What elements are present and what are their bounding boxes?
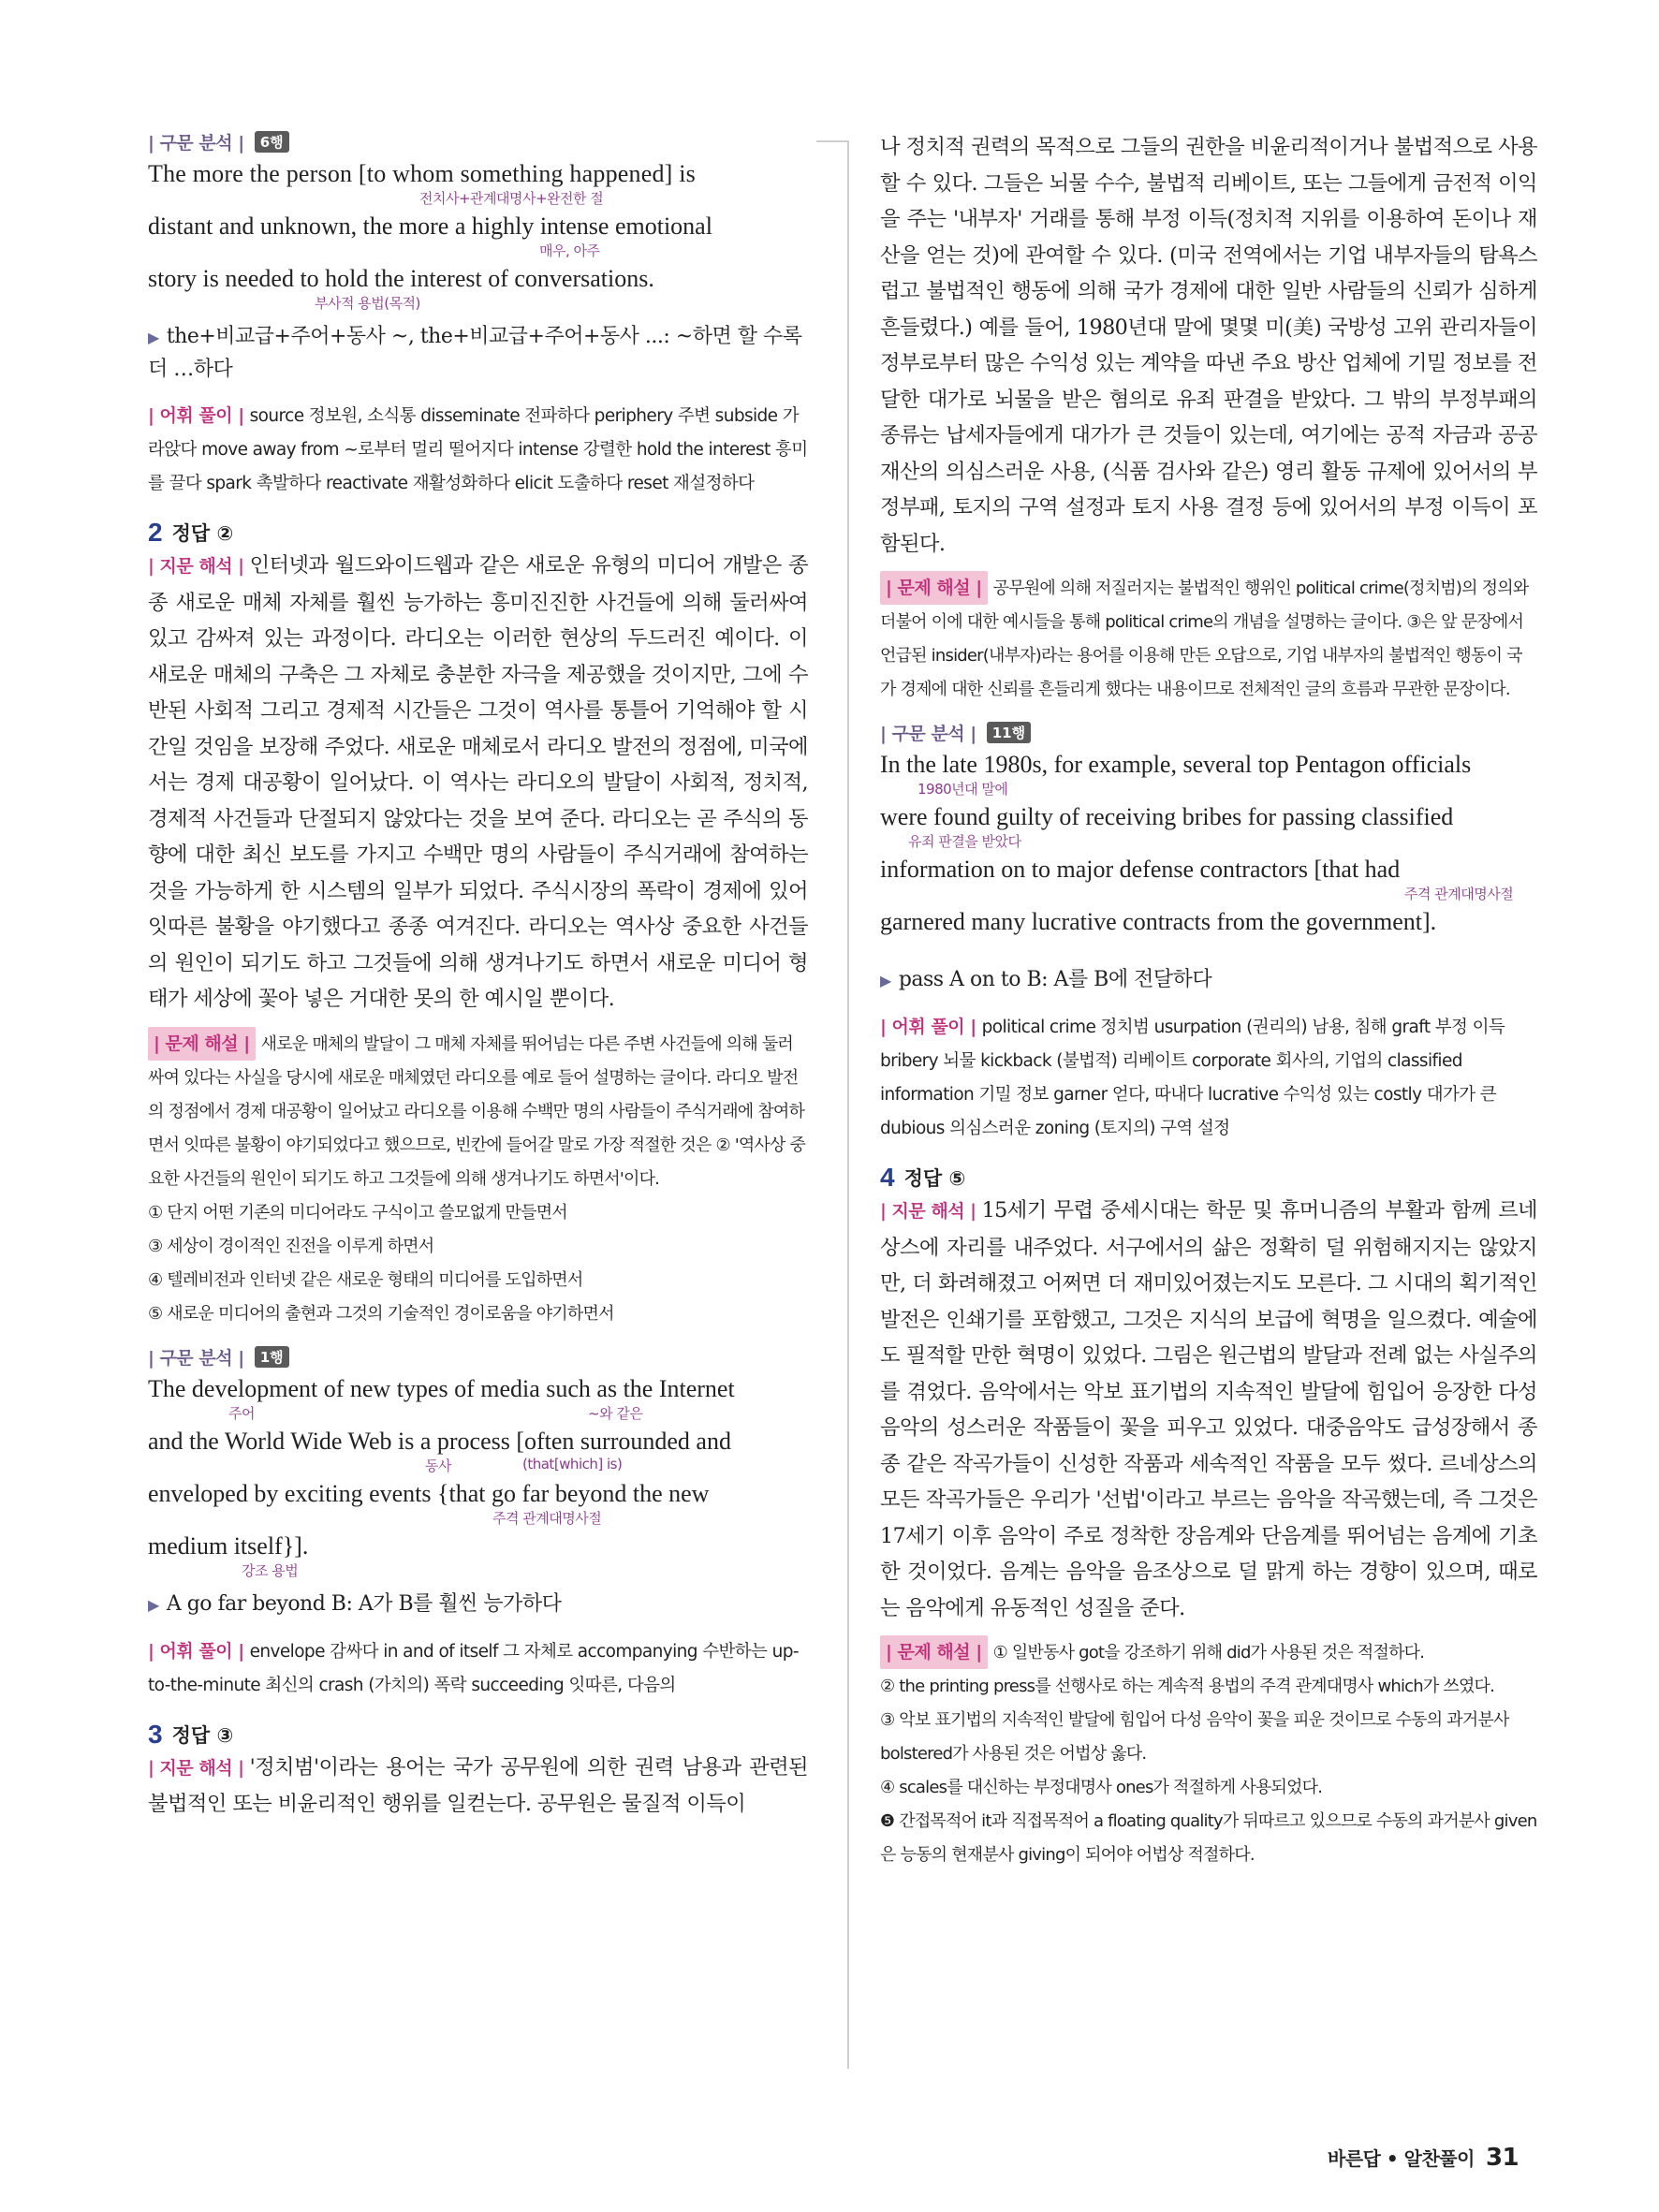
answer-heading [148, 1720, 808, 1750]
column-divider [847, 140, 849, 2069]
section-label: | 구문 분석 | [148, 1347, 244, 1369]
passage-translation-continued: 나 정치적 권력의 목적으로 그들의 권한을 비윤리적이거나 불법적으로 사용할 수 있다. 그들은 뇌물 수수, 불법적 리베이트, 또는 그들에게 금전적 이익을 주는 '내부자' 거래를 통해 부정 이득(정치적 지위를 이용하여 돈이나 재산을 얻는 것)에 관여할 수 있다. (미국 전역에서는 기업 내부자들의 탐욕스럽고 불법적인 행동에 의해 국가 경제에 대한 일반 사람들의 신뢰가 심하게 흔들렸다.) 예를 들어, 1980년대 말에 몇몇 미(美) 국방성 고위 관리자들이 정부로부터 많은 수익성 있는 계약을 따낸 주요 방산 업체에 기밀 정보를 전달한 대가로 뇌물을 받은 혐의로 유죄 판결을 받았다. 그 밖의 부정부패의 종류는 납세자들에게 대가가 큰 것들이 있는데, 여기에는 공적 자금과 공공재산의 의심스러운 사용, (식품 검사와 같은) 영리 활동 규제에 있어서의 부정부패, 토지의 구역 설정과 토지 사용 결정 등에 있어서의 부정 이득이 포함된다. [880, 135, 1537, 556]
vocab-text: envelope 감싸다 in and of itself 그 자체로 accompanying 수반하는 up-to-the-minute 최신의 crash (가치의) 폭락 succeeding 잇따른, 다음의 [148, 1641, 799, 1695]
english-line [880, 751, 1537, 803]
grammar-rule: ▶ A go far beyond B: A가 B를 훨씬 능가하다 [148, 1591, 562, 1616]
triangle-bullet-icon: ▶ [148, 1595, 159, 1614]
vocab-text: source 정보원, 소식통 disseminate 전파하다 periphery 주변 subside 가라앉다 move away from ~로부터 멀리 떨어지다 intense 강렬한 hold the interest 흥미를 끌다 spark 촉발하다 reactivate 재활성화하다 elicit 도출하다 reset 재설정하다 [148, 406, 808, 493]
english-sentence: distant and unknown, the more a highly intense emotional [148, 212, 712, 240]
english-sentence: story is needed to hold the interest of conversations. [148, 265, 654, 292]
english-sentence: garnered many lucrative contracts from the government]. [880, 908, 1437, 935]
question-number: 3 [148, 1719, 163, 1749]
english-line [148, 1480, 808, 1532]
answer-text: 정답 ② [171, 522, 234, 545]
option-line: ① 단지 어떤 기존의 미디어라도 구식이고 쓸모없게 만들면서 [148, 1202, 567, 1223]
passage-translation: | 지문 해석 | 인터넷과 월드와이드웹과 같은 새로운 유형의 미디어 개발은 종종 새로운 매체 자체를 훨씬 능가하는 흥미진진한 사건들에 의해 둘러싸여 있고 감싸져 있는 과정이다. 라디오는 이러한 현상의 두드러진 예이다. 이 새로운 매체의 구축은 그 자체로 충분한 자극을 제공했을 것이지만, 그에 수반된 사회적 그리고 경제적 시간들은 그것이 역사를 통틀어 기억해야 할 시간일 것임을 보장해 주었다. 새로운 매체로서 라디오 발전의 정점에, 미국에서는 경제 대공황이 일어났다. 이 역사는 라디오의 발달이 사회적, 정치적, 경제적 사건들과 단절되지 않았다는 것을 보여 준다. 라디오는 곧 주식의 동향에 대한 최신 보도를 가지고 수백만 명의 사람들이 주식거래에 참여하는 것을 가능하게 한 시스템의 일부가 되었다. 주식시장의 폭락이 경제에 있어 잇따른 불황을 야기했다고 종종 여겨진다. 라디오는 역사상 중요한 사건들의 원인이 되기도 하고 그것들에 의해 생겨나기도 하면서 새로운 미디어 형태가 세상에 꽃아 넣은 거대한 못의 한 예시일 뿐이다. [148, 548, 808, 1018]
section-label: | 어휘 풀이 | [148, 405, 244, 426]
english-sentence: were found guilty of receiving bribes for passing classified [880, 803, 1454, 830]
grammar-annotation: (that[which] is) [522, 1455, 623, 1472]
question-3 [148, 1720, 808, 1823]
section-label: | 구문 분석 | [880, 724, 976, 744]
option-line: ⑤ 새로운 미디어의 출현과 그것의 기술적인 경이로움을 야기하면서 [148, 1303, 614, 1324]
grammar-annotation: 강조 용법 [242, 1561, 299, 1579]
answer-text: 정답 ⑤ [903, 1167, 966, 1190]
right-column [880, 129, 1537, 1872]
question-2 [148, 518, 808, 1331]
explanation-line: ③ 악보 표기법의 지속적인 발달에 힘입어 다성 음악이 꽃을 피운 것이므로 수동의 과거분사 bolstered가 사용된 것은 어법상 옳다. [880, 1710, 1509, 1764]
explanation: | 문제 해설 | ① 일반동사 got을 강조하기 위해 did가 사용된 것은 적절하다. [880, 1635, 1537, 1670]
vocab-text: political crime 정치범 usurpation (권리의) 남용, 침해 graft 부정 이득 bribery 뇌물 kickback (불법적) 리베이트 corporate 회사의, 기업의 classified information 기밀 정보 garner 얻다, 따내다 lucrative 수익성 있는 costly 대가가 큰 dubious 의심스러운 zoning (토지의) 구역 설정 [880, 1018, 1505, 1138]
section-label: | 문제 해설 | [880, 571, 988, 605]
explanation: | 문제 해설 | 새로운 매체의 발달이 그 매체 자체를 뛰어넘는 다른 주변 사건들에 의해 둘러싸여 있다는 사실을 당시에 새로운 매체였던 라디오를 예로 들어 설명하는 글이다. 라디오 발전의 정점에서 경제 대공황이 일어났고 라디오를 이용해 수백만 명의 사람들이 주식거래에 참여하면서 잇따른 불황이 야기되었다고 했으므로, 빈칸에 들어갈 말로 가장 적절한 것은 ② '역사상 중요한 사건들의 원인이 되기도 하고 그것들에 의해 생겨나기도 하면서'이다. [148, 1027, 808, 1196]
grammar-annotation: 주격 관계대명사절 [492, 1509, 602, 1527]
question-number: 4 [880, 1163, 895, 1192]
section-label: | 구문 분석 | [148, 133, 244, 154]
syntax-section-3 [880, 720, 1537, 997]
grammar-annotation: 주격 관계대명사절 [1404, 886, 1514, 902]
option-line: ④ 텔레비전과 인터넷 같은 새로운 형태의 미디어를 도입하면서 [148, 1269, 583, 1290]
english-sentence: and the World Wide Web is a process [often surrounded and [148, 1427, 731, 1455]
answer-heading [148, 518, 808, 548]
vocab-section-1 [148, 399, 808, 501]
question-number: 2 [148, 518, 163, 547]
section-label: | 어휘 풀이 | [148, 1640, 244, 1662]
grammar-annotation: ~와 같은 [588, 1404, 643, 1422]
option-line: ③ 세상이 경이적인 진전을 이루게 하면서 [148, 1236, 434, 1256]
english-sentence: information on to major defense contractors [that had [880, 856, 1401, 883]
english-sentence: The development of new types of media such as the Internet [148, 1374, 735, 1402]
grammar-annotation: 1980년대 말에 [918, 781, 1008, 798]
english-line [148, 1428, 808, 1480]
explanation-line: ④ scales를 대신하는 부정대명사 ones가 적절하게 사용되었다. [880, 1778, 1323, 1797]
explanation-line: ② the printing press를 선행사로 하는 계속적 용법의 주격 관계대명사 which가 쓰였다. [880, 1677, 1495, 1696]
grammar-annotation: 동사 [425, 1457, 451, 1474]
english-line [148, 1375, 808, 1428]
passage-translation: | 지문 해석 | '정치범'이라는 용어는 국가 공무원에 의한 권력 남용과 관련된 불법적인 또는 비윤리적인 행위를 일컫는다. 공무원은 물질적 이득이 [148, 1750, 808, 1823]
question-4 [880, 1163, 1537, 1872]
english-sentence: enveloped by exciting events {that go far beyond the new [148, 1479, 710, 1507]
answer-text: 정답 ③ [171, 1723, 234, 1747]
english-line [148, 212, 808, 265]
section-label: | 지문 해석 | [148, 556, 244, 577]
grammar-rule: ▶ pass A on to B: A를 B에 전달하다 [880, 968, 1212, 991]
grammar-annotation: 주어 [228, 1404, 255, 1422]
english-sentence: medium itself}]. [148, 1531, 309, 1560]
syntax-section-1 [148, 129, 808, 386]
explanation-line: ❺ 간접목적어 it과 직접목적어 a floating quality가 뒤따르고 있으므로 수동의 과거분사 given은 능동의 현재분사 giving이 되어야 어법상 적절하다. [880, 1811, 1537, 1865]
english-sentence: The more the person [to whom something happened] is [148, 160, 696, 187]
grammar-annotation: 유죄 판결을 받았다 [908, 833, 1021, 850]
syntax-section-2 [148, 1344, 808, 1621]
english-line [880, 856, 1537, 908]
vocab-section-2 [148, 1634, 808, 1703]
english-line [148, 265, 808, 317]
grammar-rule: ▶ the+비교급+주어+동사 ~, the+비교급+주어+동사 ...: ~하면 할 수록 더 …하다 [148, 325, 802, 381]
footer-title: 바른답 • 알찬풀이 [1328, 2147, 1475, 2170]
english-line [148, 160, 808, 212]
line-tag: 11행 [987, 722, 1031, 743]
grammar-annotation: 부사적 용법(목적) [315, 295, 420, 312]
section-label: | 문제 해설 | [148, 1027, 256, 1061]
left-column [148, 129, 808, 1823]
page-number: 31 [1485, 2144, 1520, 2172]
section-label: | 지문 해석 | [148, 1757, 244, 1779]
english-line [880, 908, 1537, 960]
section-label: | 문제 해설 | [880, 1635, 988, 1669]
explanation: | 문제 해설 | 공무원에 의해 저질러지는 불법적인 행위인 political crime(정치범)의 정의와 더불어 이에 대한 예시들을 통해 political crime의 개념을 설명하는 글이다. ③은 앞 문장에서 언급된 insider(내부자)라는 용어를 이용해 만든 오답으로, 기업 내부자의 불법적인 행동이 국가 경제에 대한 신뢰를 흔들리게 했다는 내용이므로 전체적인 글의 흐름과 무관한 문장이다. [880, 571, 1537, 707]
triangle-bullet-icon: ▶ [148, 329, 159, 346]
grammar-annotation: 전치사+관계대명사+완전한 절 [419, 190, 604, 207]
vocab-section-3 [880, 1010, 1537, 1146]
passage-translation: | 지문 해석 | 15세기 무렵 중세시대는 학문 및 휴머니즘의 부활과 함께 르네상스에 자리를 내주었다. 서구에서의 삶은 정확히 덜 위험해지지는 않았지만, 더 화려해졌고 어쩌면 더 재미있어졌는지도 모른다. 그 시대의 획기적인 발전은 인쇄기를 포함했고, 그것은 지식의 보급에 혁명을 일으켰다. 예술에도 필적할 만한 혁명이 있었다. 그림은 원근법의 발달과 전례 없는 사실주의를 겪었다. 음악에서는 악보 표기법의 지속적인 발달에 힘입어 응장한 다성 음악의 성스러운 작품들이 꽃을 피우고 있었다. 대중음악도 급성장해서 종종 같은 작곡가들이 신성한 작품과 세속적인 작품을 모두 썼다. 르네상스의 모든 작곡가들은 우리가 '선법'이라고 부르는 음악을 작곡했는데, 즉 그것은 17세기 이후 음악이 주로 정착한 장음계와 단음계를 뛰어넘는 음계에 기초한 것이었다. 음계는 음악을 음조상으로 덜 맑게 하는 경향이 있으며, 때로는 음악에게 유동적인 성질을 준다. [880, 1193, 1537, 1626]
line-tag: 1행 [255, 1346, 289, 1368]
line-tag: 6행 [255, 131, 289, 153]
grammar-annotation: 매우, 아주 [539, 242, 600, 259]
english-line [880, 803, 1537, 856]
answer-heading [880, 1163, 1537, 1193]
section-label: | 어휘 풀이 | [880, 1017, 976, 1037]
section-label: | 지문 해석 | [880, 1201, 976, 1222]
column-divider-tick [816, 140, 848, 142]
english-line [148, 1532, 808, 1585]
english-sentence: In the late 1980s, for example, several top Pentagon officials [880, 751, 1472, 778]
triangle-bullet-icon: ▶ [880, 972, 891, 989]
page-footer [1328, 2144, 1519, 2172]
